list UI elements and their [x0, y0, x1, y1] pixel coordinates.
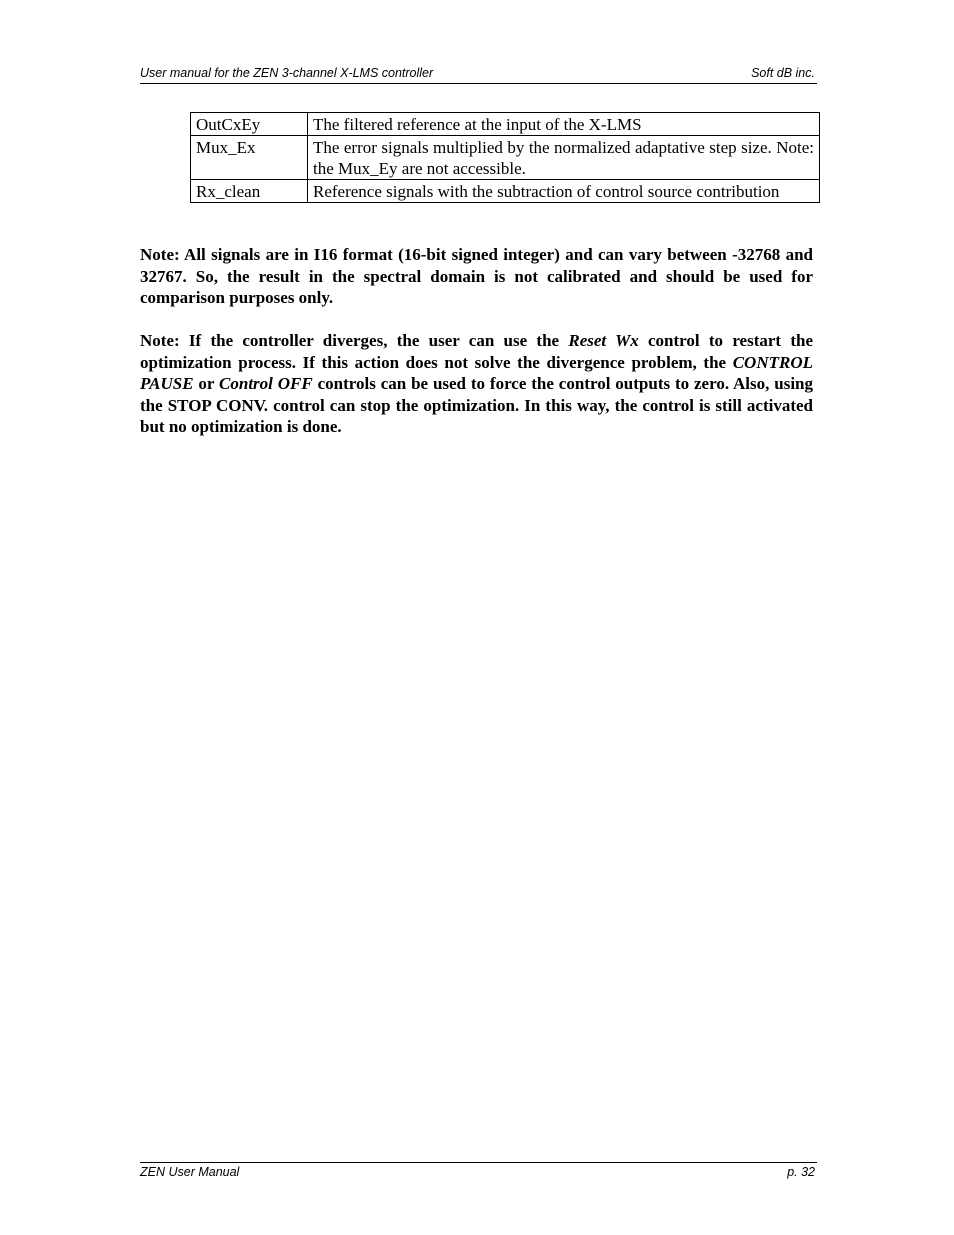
page-number: p. 32: [787, 1165, 815, 1179]
table-row: [191, 113, 820, 136]
note-signal-format: Note: All signals are in I16 format (16-bit signed integer) and can vary between -32768 and 32767. So, the result in the spectral domain is not calibrated and should be used for comparison purposes only.: [140, 245, 813, 307]
table-row: [191, 136, 820, 180]
note-text: or: [193, 374, 220, 393]
signal-name: Mux_Ex: [191, 136, 308, 180]
control-off-ref: Control OFF: [219, 374, 313, 393]
note-text: control to restart the optimization process. If this action does not solve the divergence problem, the: [140, 331, 814, 372]
signal-name: OutCxEy: [191, 113, 308, 136]
signal-description: The filtered reference at the input of the X-LMS: [308, 113, 820, 136]
header-company: Soft dB inc.: [751, 66, 815, 80]
note-divergence: [140, 330, 813, 438]
table-row: [191, 180, 820, 203]
note-text: controls can be used to force the control outputs to zero. Also, using the STOP CONV. control can stop the optimization. In this way, the control is still activated but no optimization is done.: [140, 374, 813, 436]
header-title: User manual for the ZEN 3-channel X-LMS controller: [140, 66, 434, 80]
control-pause-ref: CONTROL PAUSE: [140, 352, 813, 393]
signal-description: The error signals multiplied by the normalized adaptative step size. Note: the Mux_Ey are not accessible.: [308, 136, 820, 180]
note-text: Note: If the controller diverges, the user can use the: [140, 331, 569, 350]
signals-table: [190, 112, 820, 203]
running-header: [140, 65, 817, 84]
footer-title: ZEN User Manual: [140, 1165, 240, 1179]
signal-description: Reference signals with the subtraction of control source contribution: [308, 180, 820, 203]
running-footer: [140, 1162, 817, 1182]
reset-wx-control-ref: Reset Wx: [568, 331, 639, 350]
signal-name: Rx_clean: [191, 180, 308, 203]
